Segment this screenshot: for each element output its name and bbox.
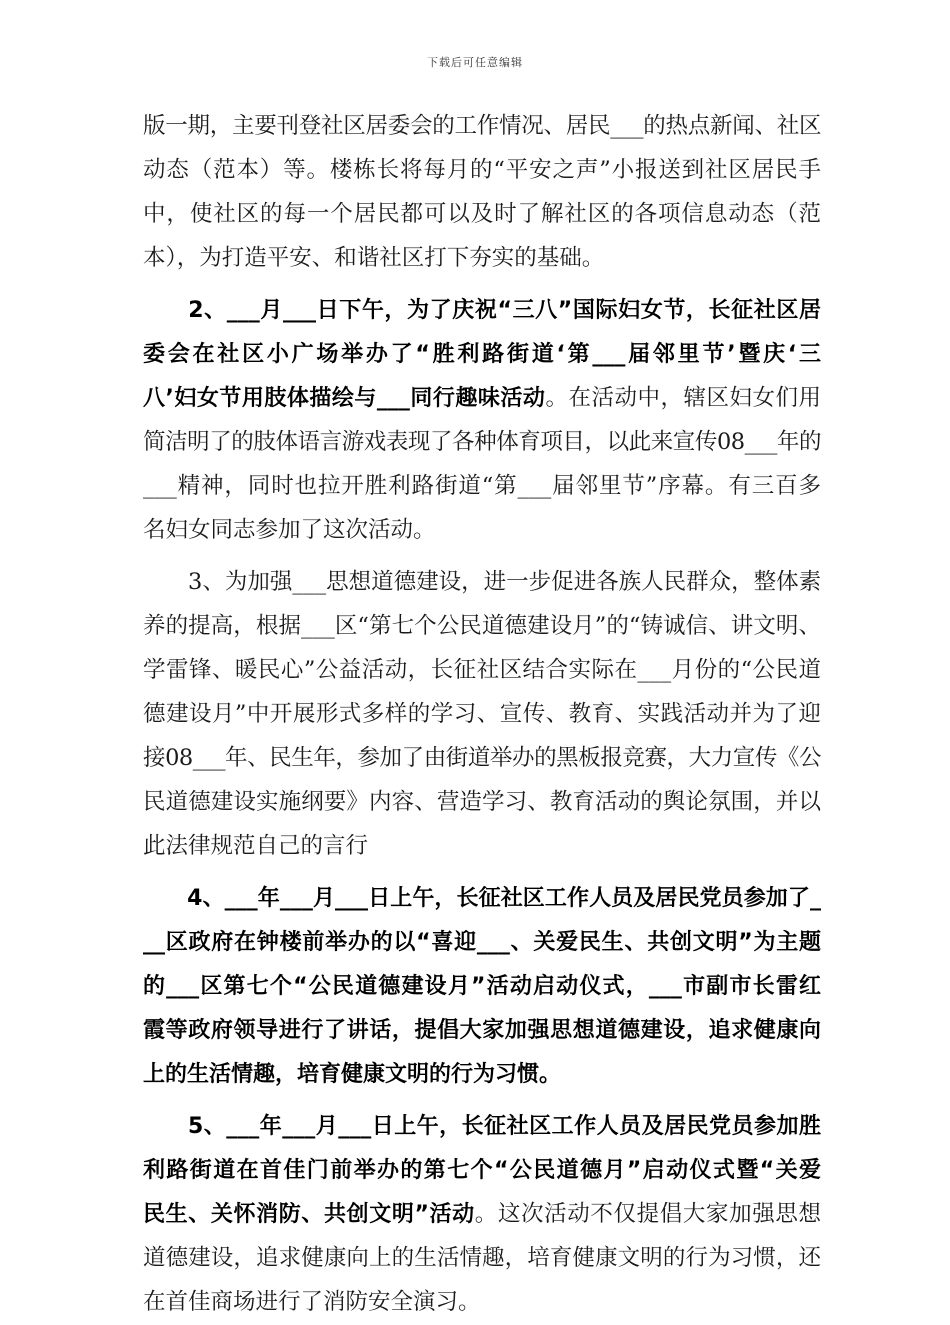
text-line bbox=[143, 560, 821, 604]
plain-text: 。这次活动不仅提倡大家加强思想 bbox=[474, 1201, 821, 1227]
bold-text: 民生、关怀消防、共创文明”活动 bbox=[143, 1202, 475, 1227]
plain-text: 此法律规范自己的言行 bbox=[143, 833, 369, 859]
text-line bbox=[143, 824, 821, 868]
plain-text: 学雷锋、暖民心”公益活动，长征社区结合实际在___月份的“公民道 bbox=[143, 657, 821, 683]
plain-text: 民道德建设实施纲要》内容、营造学习、教育活动的舆论氛围，并以 bbox=[143, 789, 821, 815]
bold-text: 利路街道在首佳门前举办的第七个“公民道德月”启动仪式暨“关爱 bbox=[143, 1158, 821, 1183]
text-line bbox=[143, 604, 821, 648]
text-line bbox=[143, 376, 821, 420]
bold-text: 委会在社区小广场举办了“胜利路街道‘第___届邻里节’暨庆‘三 bbox=[143, 342, 821, 367]
text-line bbox=[143, 508, 821, 552]
bold-text: 的___区第七个“公民道德建设月”活动启动仪式，___市副市长雷红 bbox=[143, 974, 821, 999]
plain-text: 动态（范本）等。楼栋长将每月的“平安之声”小报送到社区居民手 bbox=[143, 157, 821, 183]
text-line bbox=[143, 920, 821, 964]
plain-text: 。在活动中，辖区妇女们用 bbox=[545, 385, 821, 411]
plain-text: 本），为打造平安、和谐社区打下夯实的基础。 bbox=[143, 245, 605, 271]
plain-text: 中，使社区的每一个居民都可以及时了解社区的各项信息动态（范 bbox=[143, 201, 821, 227]
text-line bbox=[143, 288, 821, 332]
plain-text: 德建设月”中开展形式多样的学习、宣传、教育、实践活动并为了迎 bbox=[143, 701, 821, 727]
text-line bbox=[143, 1148, 821, 1192]
text-line bbox=[143, 1008, 821, 1052]
text-line bbox=[143, 964, 821, 1008]
plain-text: ___精神，同时也拉开胜利路街道“第___届邻里节”序幕。有三百多 bbox=[143, 473, 821, 499]
text-line bbox=[143, 1236, 821, 1280]
plain-text: 3、为加强___思想道德建设，进一步促进各族人民群众，整体素 bbox=[143, 569, 822, 595]
text-line bbox=[143, 148, 821, 192]
text-line bbox=[143, 1192, 821, 1236]
plain-text: 简洁明了的肢体语言游戏表现了各种体育项目，以此来宣传08___年的 bbox=[143, 429, 821, 455]
bold-text: 八’妇女节用肢体描绘与___同行趣味活动 bbox=[143, 386, 546, 411]
text-line bbox=[143, 876, 821, 920]
document-body bbox=[143, 104, 821, 1324]
plain-text: 接08___年、民生年，参加了由街道举办的黑板报竞赛，大力宣传《公 bbox=[143, 745, 821, 771]
header-note: 下载后可任意编辑 bbox=[427, 56, 523, 69]
plain-text: 版一期，主要刊登社区居委会的工作情况、居民___的热点新闻、社区 bbox=[143, 113, 822, 139]
text-line bbox=[143, 692, 821, 736]
text-line bbox=[143, 332, 821, 376]
text-line bbox=[143, 192, 821, 236]
bold-text: 2、___月___日下午，为了庆祝“三八”国际妇女节，长征社区居 bbox=[143, 298, 821, 323]
bold-text: 5、___年___月___日上午，长征社区工作人员及居民党员参加胜 bbox=[143, 1114, 821, 1139]
text-line bbox=[143, 1280, 821, 1324]
text-line bbox=[143, 648, 821, 692]
text-line bbox=[143, 736, 821, 780]
text-line bbox=[143, 780, 821, 824]
bold-text: 霞等政府领导进行了讲话，提倡大家加强思想道德建设，追求健康向 bbox=[143, 1018, 821, 1043]
bold-text: 上的生活情趣，培育健康文明的行为习惯。 bbox=[143, 1062, 562, 1087]
bold-text: 4、___年___月___日上午，长征社区工作人员及居民党员参加了_ bbox=[143, 886, 821, 911]
text-line bbox=[143, 464, 821, 508]
plain-text: 道德建设，追求健康向上的生活情趣，培育健康文明的行为习惯，还 bbox=[143, 1245, 821, 1271]
text-line bbox=[143, 420, 821, 464]
plain-text: 在首佳商场进行了消防安全演习。 bbox=[143, 1289, 481, 1315]
text-line bbox=[143, 236, 821, 280]
plain-text: 名妇女同志参加了这次活动。 bbox=[143, 517, 436, 543]
plain-text: 养的提高，根据___区“第七个公民道德建设月”的“铸诚信、讲文明、 bbox=[143, 613, 821, 639]
text-line bbox=[143, 1052, 821, 1096]
text-line bbox=[143, 104, 821, 148]
bold-text: __区政府在钟楼前举办的以“喜迎___、关爱民生、共创文明”为主题 bbox=[143, 930, 821, 955]
text-line bbox=[143, 1104, 821, 1148]
